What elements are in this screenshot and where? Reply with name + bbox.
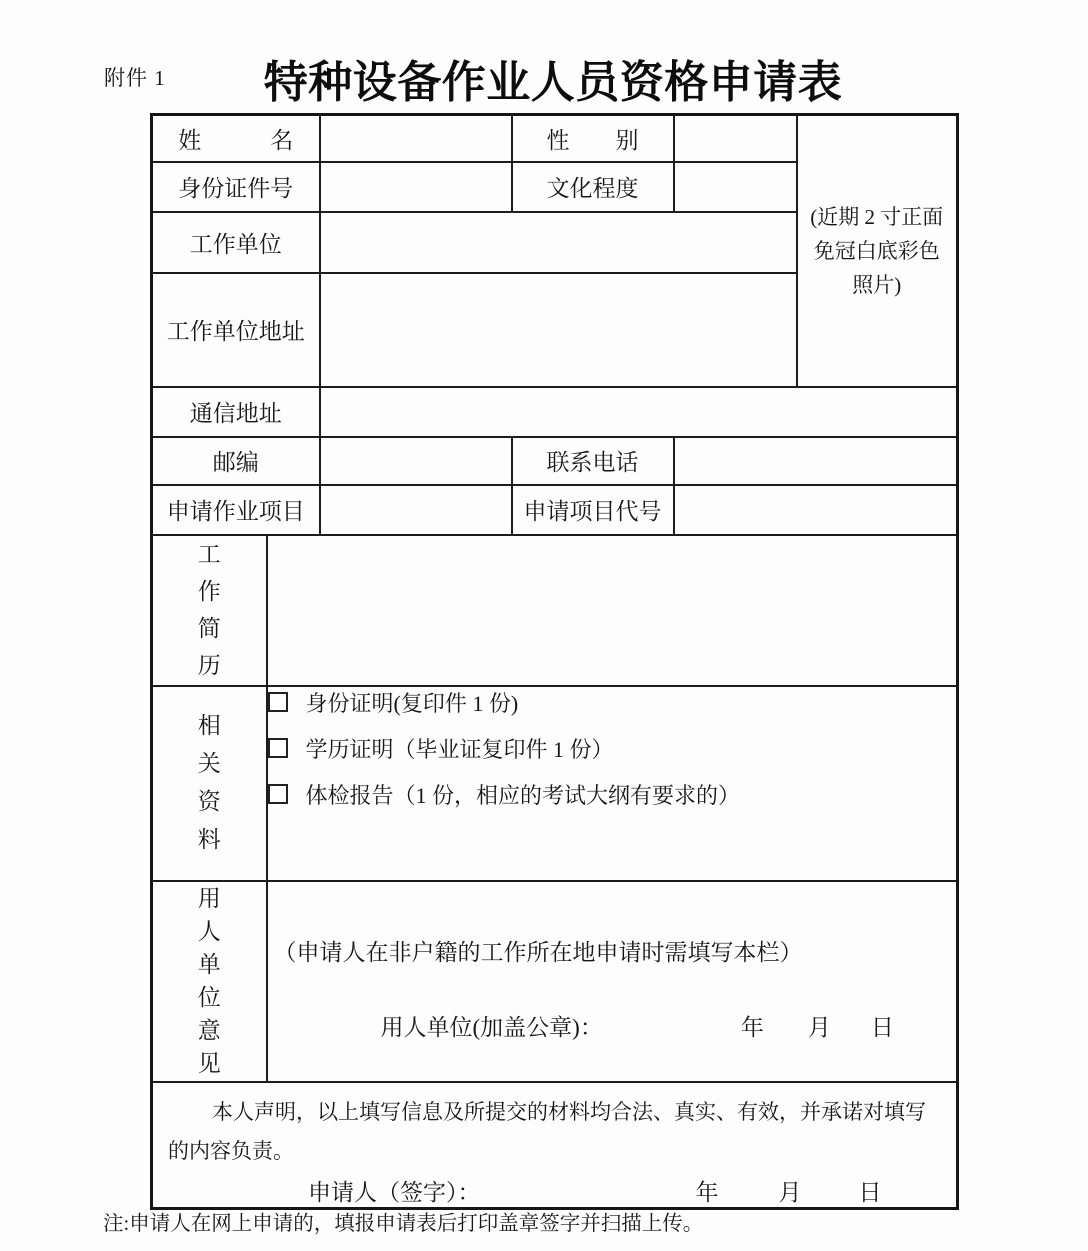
employer-month-label: 月 (807, 1014, 831, 1040)
online-application-footnote: 注:申请人在网上申请的，填报申请表后打印盖章签字并扫描上传。 (103, 1213, 704, 1235)
related-materials-content (267, 686, 958, 881)
mailing-address-field[interactable] (320, 387, 958, 437)
education-field[interactable] (674, 162, 797, 212)
declaration-month-label: 月 (778, 1179, 802, 1205)
medical-report-checkbox[interactable] (268, 784, 288, 804)
declaration-year-label: 年 (695, 1179, 719, 1205)
page-title: 特种设备作业人员资格申请表 (263, 58, 843, 107)
postal-code-label: 邮编 (152, 437, 320, 485)
id-number-field[interactable] (320, 162, 512, 212)
contact-phone-field[interactable] (674, 437, 958, 485)
applied-project-field[interactable] (320, 485, 512, 535)
employer-opinion-note: （申请人在非户籍的工作所在地申请时需填写本栏） (273, 939, 803, 965)
work-unit-address-field[interactable] (320, 273, 797, 387)
mailing-address-label: 通信地址 (152, 387, 320, 437)
employer-year-label: 年 (740, 1014, 764, 1040)
education-proof-checkbox[interactable] (268, 738, 288, 758)
work-unit-label: 工作单位 (152, 212, 320, 273)
education-proof-label: 学历证明（毕业证复印件 1 份） (305, 736, 614, 762)
work-history-label-text: 工作简历 (197, 542, 221, 678)
education-label: 文化程度 (512, 162, 674, 212)
employer-day-label: 日 (870, 1014, 894, 1040)
gender-field[interactable] (674, 115, 797, 162)
applied-project-code-label: 申请项目代号 (512, 485, 674, 535)
declaration-sign-row (168, 1174, 941, 1207)
work-unit-field[interactable] (320, 212, 797, 273)
attachment-label: 附件 1 (104, 66, 166, 90)
photo-note-line-2: 免冠白底彩色 (813, 238, 940, 263)
employer-seal-label: 用人单位(加盖公章)： (380, 1014, 603, 1040)
photo-note-line-3: 照片) (852, 272, 902, 297)
material-item-medical (268, 779, 957, 810)
declaration-day-label: 日 (858, 1179, 882, 1205)
name-field[interactable] (320, 115, 512, 162)
gender-label: 性 别 (512, 115, 674, 162)
related-materials-label (152, 686, 267, 881)
employer-opinion-label-text: 用人单位意见 (197, 886, 221, 1076)
declaration-text: 本人声明，以上填写信息及所提交的材料均合法、真实、有效，并承诺对填写的内容负责。 (168, 1099, 926, 1163)
employer-opinion-content[interactable] (267, 881, 958, 1082)
work-unit-address-label: 工作单位地址 (152, 273, 320, 387)
employer-opinion-label (152, 881, 267, 1082)
employer-sign-row (274, 1009, 947, 1042)
work-history-field[interactable] (267, 535, 958, 686)
applied-project-code-field[interactable] (674, 485, 958, 535)
identity-proof-checkbox[interactable] (268, 692, 288, 712)
photo-instructions (798, 200, 957, 302)
related-materials-label-text: 相关资料 (197, 713, 221, 852)
material-item-education (268, 733, 957, 764)
identity-proof-label: 身份证明(复印件 1 份) (305, 690, 519, 716)
medical-report-label: 体检报告（1 份，相应的考试大纲有要求的） (305, 782, 741, 808)
work-history-label (152, 535, 267, 686)
contact-phone-label: 联系电话 (512, 437, 674, 485)
photo-area[interactable] (797, 115, 958, 387)
postal-code-field[interactable] (320, 437, 512, 485)
applicant-signature-label: 申请人（签字）： (308, 1179, 481, 1205)
id-number-label: 身份证件号 (152, 162, 320, 212)
material-item-identity (268, 687, 957, 718)
declaration-section (152, 1082, 958, 1209)
applied-project-label: 申请作业项目 (152, 485, 320, 535)
application-form-table (150, 113, 959, 1210)
photo-note-line-1: (近期 2 寸正面 (810, 204, 944, 229)
name-label: 姓 名 (152, 115, 320, 162)
